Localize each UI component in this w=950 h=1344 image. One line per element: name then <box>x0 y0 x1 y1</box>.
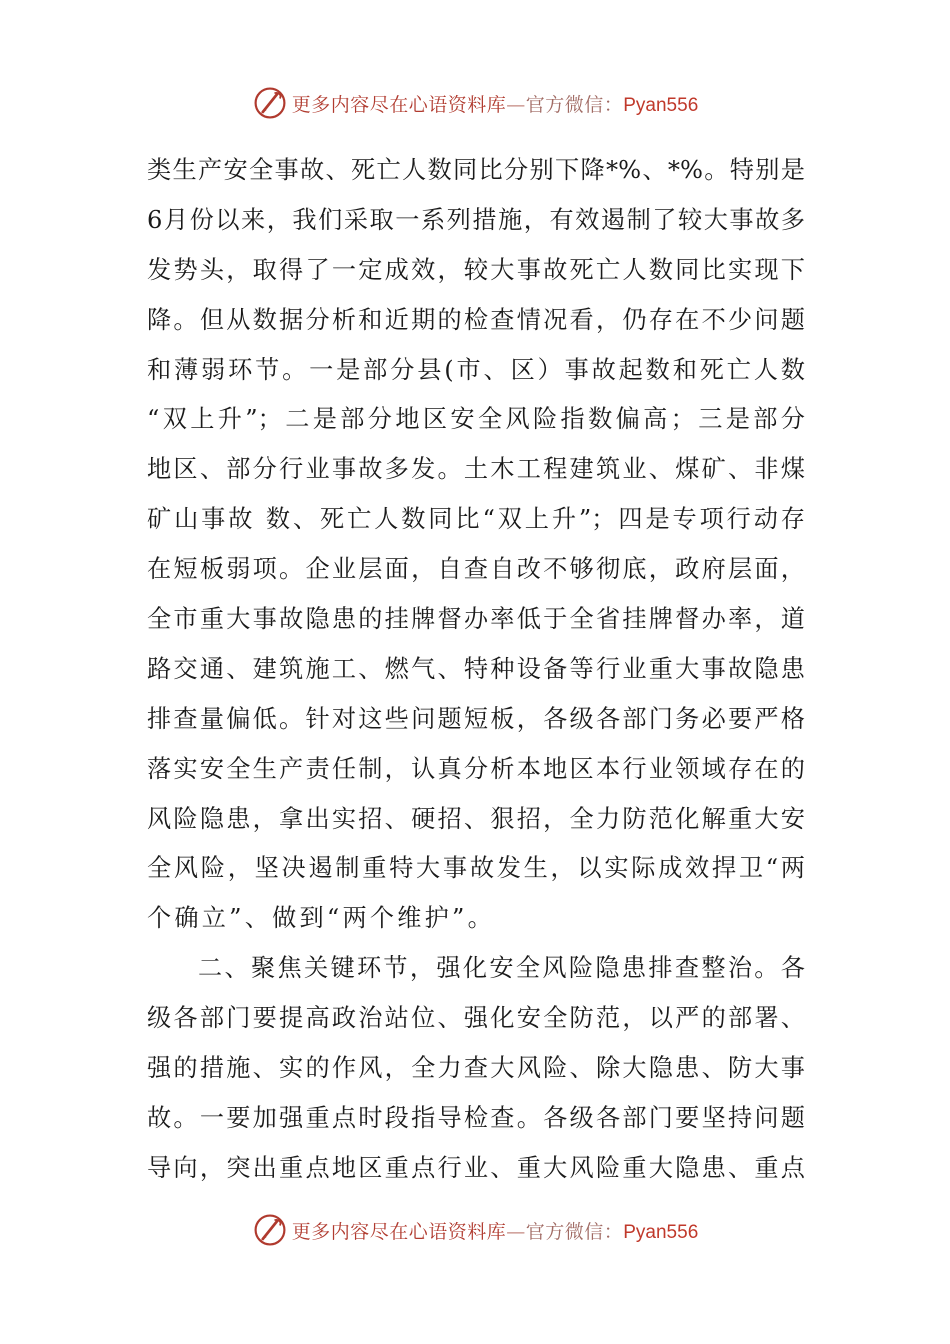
text-line: 路交通、建筑施工、燃气、特种设备等行业重大事故隐患 <box>147 654 805 683</box>
text-line: 降。但从数据分析和近期的检查情况看，仍存在不少问题 <box>147 305 805 334</box>
text-line: 发势头，取得了一定成效，较大事故死亡人数同比实现下 <box>147 255 805 284</box>
section-heading-line: 二、聚焦关键环节，强化安全风险隐患排查整治。各 <box>198 954 805 983</box>
text-line: “双上升”；二是部分地区安全风险指数偏高；三是部分 <box>147 405 805 434</box>
pen-logo-icon <box>252 1212 288 1248</box>
text-line: 故。一要加强重点时段指导检查。各级各部门要坚持问题 <box>147 1103 805 1132</box>
footer-watermark <box>0 1210 950 1250</box>
text-line: 和薄弱环节。一是部分县(市、区）事故起数和死亡人数 <box>147 355 805 384</box>
text-line: 落实安全生产责任制，认真分析本地区本行业领域存在的 <box>147 754 805 783</box>
text-line: 个确立”、做到“两个维护”。 <box>147 904 495 933</box>
text-line: 6月份以来，我们采取一系列措施，有效遏制了较大事故多 <box>147 205 805 234</box>
header-watermark <box>0 83 950 123</box>
pen-logo-icon <box>252 85 288 121</box>
text-line: 全市重大事故隐患的挂牌督办率低于全省挂牌督办率，道 <box>147 605 805 634</box>
text-line: 强的措施、实的作风，全力查大风险、除大隐患、防大事 <box>147 1054 805 1083</box>
text-line: 矿山事故 数、死亡人数同比“双上升”；四是专项行动存 <box>147 505 805 534</box>
document-body <box>147 146 805 1194</box>
watermark-text: 更多内容尽在心语资料库—官方微信：Pyan556 <box>291 1220 699 1243</box>
text-line: 导向，突出重点地区重点行业、重大风险重大隐患、重点 <box>147 1153 805 1182</box>
text-line: 级各部门要提高政治站位、强化安全防范，以严的部署、 <box>147 1004 805 1033</box>
text-line: 类生产安全事故、死亡人数同比分别下降*%、*%。特别是 <box>147 156 805 184</box>
text-line: 地区、部分行业事故多发。土木工程建筑业、煤矿、非煤 <box>147 455 805 484</box>
text-line: 在短板弱项。企业层面，自查自改不够彻底，政府层面， <box>147 555 805 584</box>
text-line: 风险隐患，拿出实招、硬招、狠招，全力防范化解重大安 <box>147 804 805 833</box>
text-line: 全风险，坚决遏制重特大事故发生，以实际成效捍卫“两 <box>147 854 805 883</box>
text-line: 排查量偏低。针对这些问题短板，各级各部门务必要严格 <box>147 704 805 733</box>
watermark-text: 更多内容尽在心语资料库—官方微信：Pyan556 <box>291 93 699 116</box>
